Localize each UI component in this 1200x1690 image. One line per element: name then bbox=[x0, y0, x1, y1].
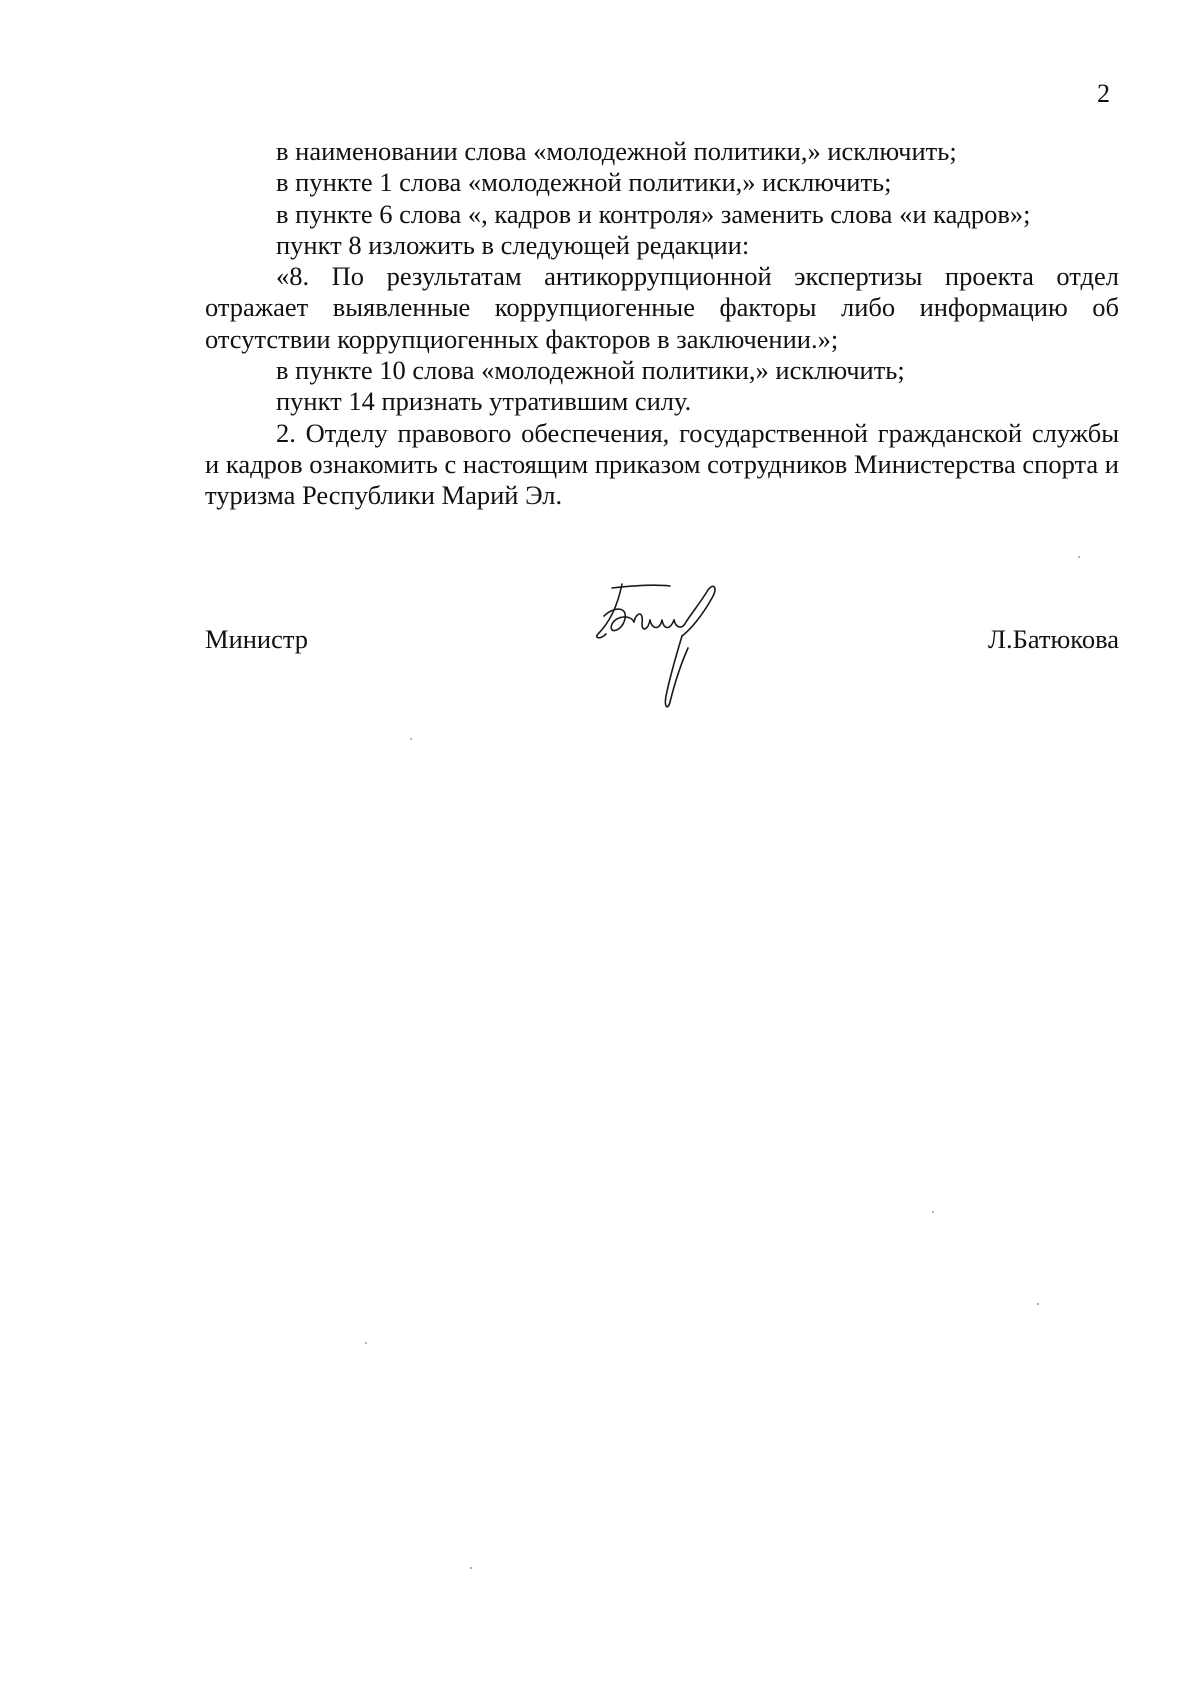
document-body bbox=[205, 136, 1119, 512]
signature-block bbox=[205, 576, 1119, 716]
paragraph-item-8-text: «8. По результатам антикоррупционной экспертизы проекта отдел отражает выявленные коррупциогенные факторы либо информацию об отсутствии коррупциогенных факторов в заключении.»; bbox=[205, 261, 1119, 354]
paragraph-amend-item-10: в пункте 10 слова «молодежной политики,» исключить; bbox=[276, 355, 905, 386]
scan-speck bbox=[470, 1567, 472, 1569]
paragraph-amend-item-6: в пункте 6 слова «, кадров и контроля» заменить слова «и кадров»; bbox=[276, 198, 1031, 229]
scan-speck bbox=[410, 738, 412, 740]
scan-speck bbox=[1078, 556, 1080, 558]
scan-speck bbox=[365, 1342, 367, 1344]
handwritten-signature bbox=[590, 576, 740, 716]
paragraph-amend-item-14: пункт 14 признать утратившим силу. bbox=[276, 386, 692, 417]
paragraph-amend-item-8: пункт 8 изложить в следующей редакции: bbox=[276, 229, 750, 260]
page-number: 2 bbox=[1097, 79, 1110, 108]
signatory-title: Министр bbox=[205, 624, 309, 654]
paragraph-amend-title: в наименовании слова «молодежной политики,» исключить; bbox=[276, 136, 957, 166]
paragraph-amend-item-1: в пункте 1 слова «молодежной политики,» исключить; bbox=[276, 167, 892, 198]
scan-speck bbox=[1037, 1303, 1039, 1305]
paragraph-point-2: 2. Отделу правового обеспечения, государственной гражданской службы и кадров ознакомить с настоящим приказом сотрудников Министерства спорта и туризма Республики Марий Эл. bbox=[205, 417, 1119, 511]
scan-speck bbox=[932, 1211, 934, 1213]
signatory-name: Л.Батюкова bbox=[988, 624, 1119, 654]
